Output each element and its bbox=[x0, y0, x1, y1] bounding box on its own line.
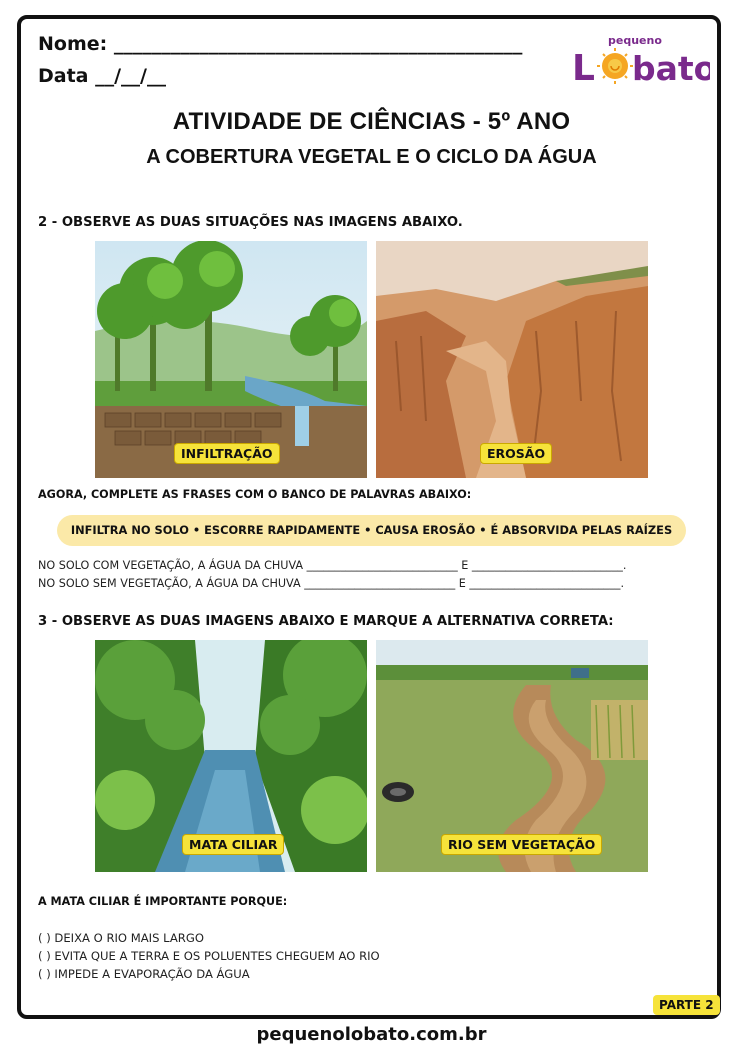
svg-text:pequeno: pequeno bbox=[608, 34, 662, 47]
sentence-without-vegetation[interactable]: NO SOLO SEM VEGETAÇÃO, A ÁGUA DA CHUVA ___________________________ E ___________________________. bbox=[38, 577, 624, 590]
date-field-label: Data __/__/__ bbox=[38, 65, 166, 87]
part-badge: PARTE 2 bbox=[653, 995, 720, 1015]
name-field-label: Nome: ___________________________________________ bbox=[38, 33, 523, 55]
option-1[interactable]: ( ) DEIXA O RIO MAIS LARGO bbox=[38, 931, 204, 945]
question-3-prompt: A MATA CILIAR É IMPORTANTE PORQUE: bbox=[38, 895, 288, 908]
activity-title: ATIVIDADE DE CIÊNCIAS - 5º ANO bbox=[172, 108, 571, 135]
erosao-label: EROSÃO bbox=[480, 443, 552, 464]
svg-text:L: L bbox=[572, 48, 595, 89]
sentence-with-vegetation[interactable]: NO SOLO COM VEGETAÇÃO, A ÁGUA DA CHUVA ___________________________ E ___________________________. bbox=[38, 559, 627, 572]
svg-text:bato: bato bbox=[632, 49, 710, 88]
question-3-heading: 3 - OBSERVE AS DUAS IMAGENS ABAIXO E MARQUE A ALTERNATIVA CORRETA: bbox=[38, 614, 614, 629]
question-2-heading: 2 - OBSERVE AS DUAS SITUAÇÕES NAS IMAGENS ABAIXO. bbox=[38, 215, 463, 230]
infiltracao-label: INFILTRAÇÃO bbox=[174, 443, 280, 464]
mata-ciliar-label: MATA CILIAR bbox=[182, 834, 284, 855]
site-footer[interactable]: pequenolobato.com.br bbox=[256, 1024, 487, 1045]
pequeno-lobato-logo bbox=[570, 30, 710, 90]
option-2[interactable]: ( ) EVITA QUE A TERRA E OS POLUENTES CHEGUEM AO RIO bbox=[38, 949, 380, 963]
activity-subtitle: A COBERTURA VEGETAL E O CICLO DA ÁGUA bbox=[146, 146, 597, 168]
rio-sem-vegetacao-label: RIO SEM VEGETAÇÃO bbox=[441, 834, 602, 855]
option-3[interactable]: ( ) IMPEDE A EVAPORAÇÃO DA ÁGUA bbox=[38, 967, 250, 981]
word-bank: INFILTRA NO SOLO • ESCORRE RAPIDAMENTE • CAUSA EROSÃO • É ABSORVIDA PELAS RAÍZES bbox=[57, 515, 686, 546]
word-bank-instruction: AGORA, COMPLETE AS FRASES COM O BANCO DE PALAVRAS ABAIXO: bbox=[38, 488, 472, 501]
